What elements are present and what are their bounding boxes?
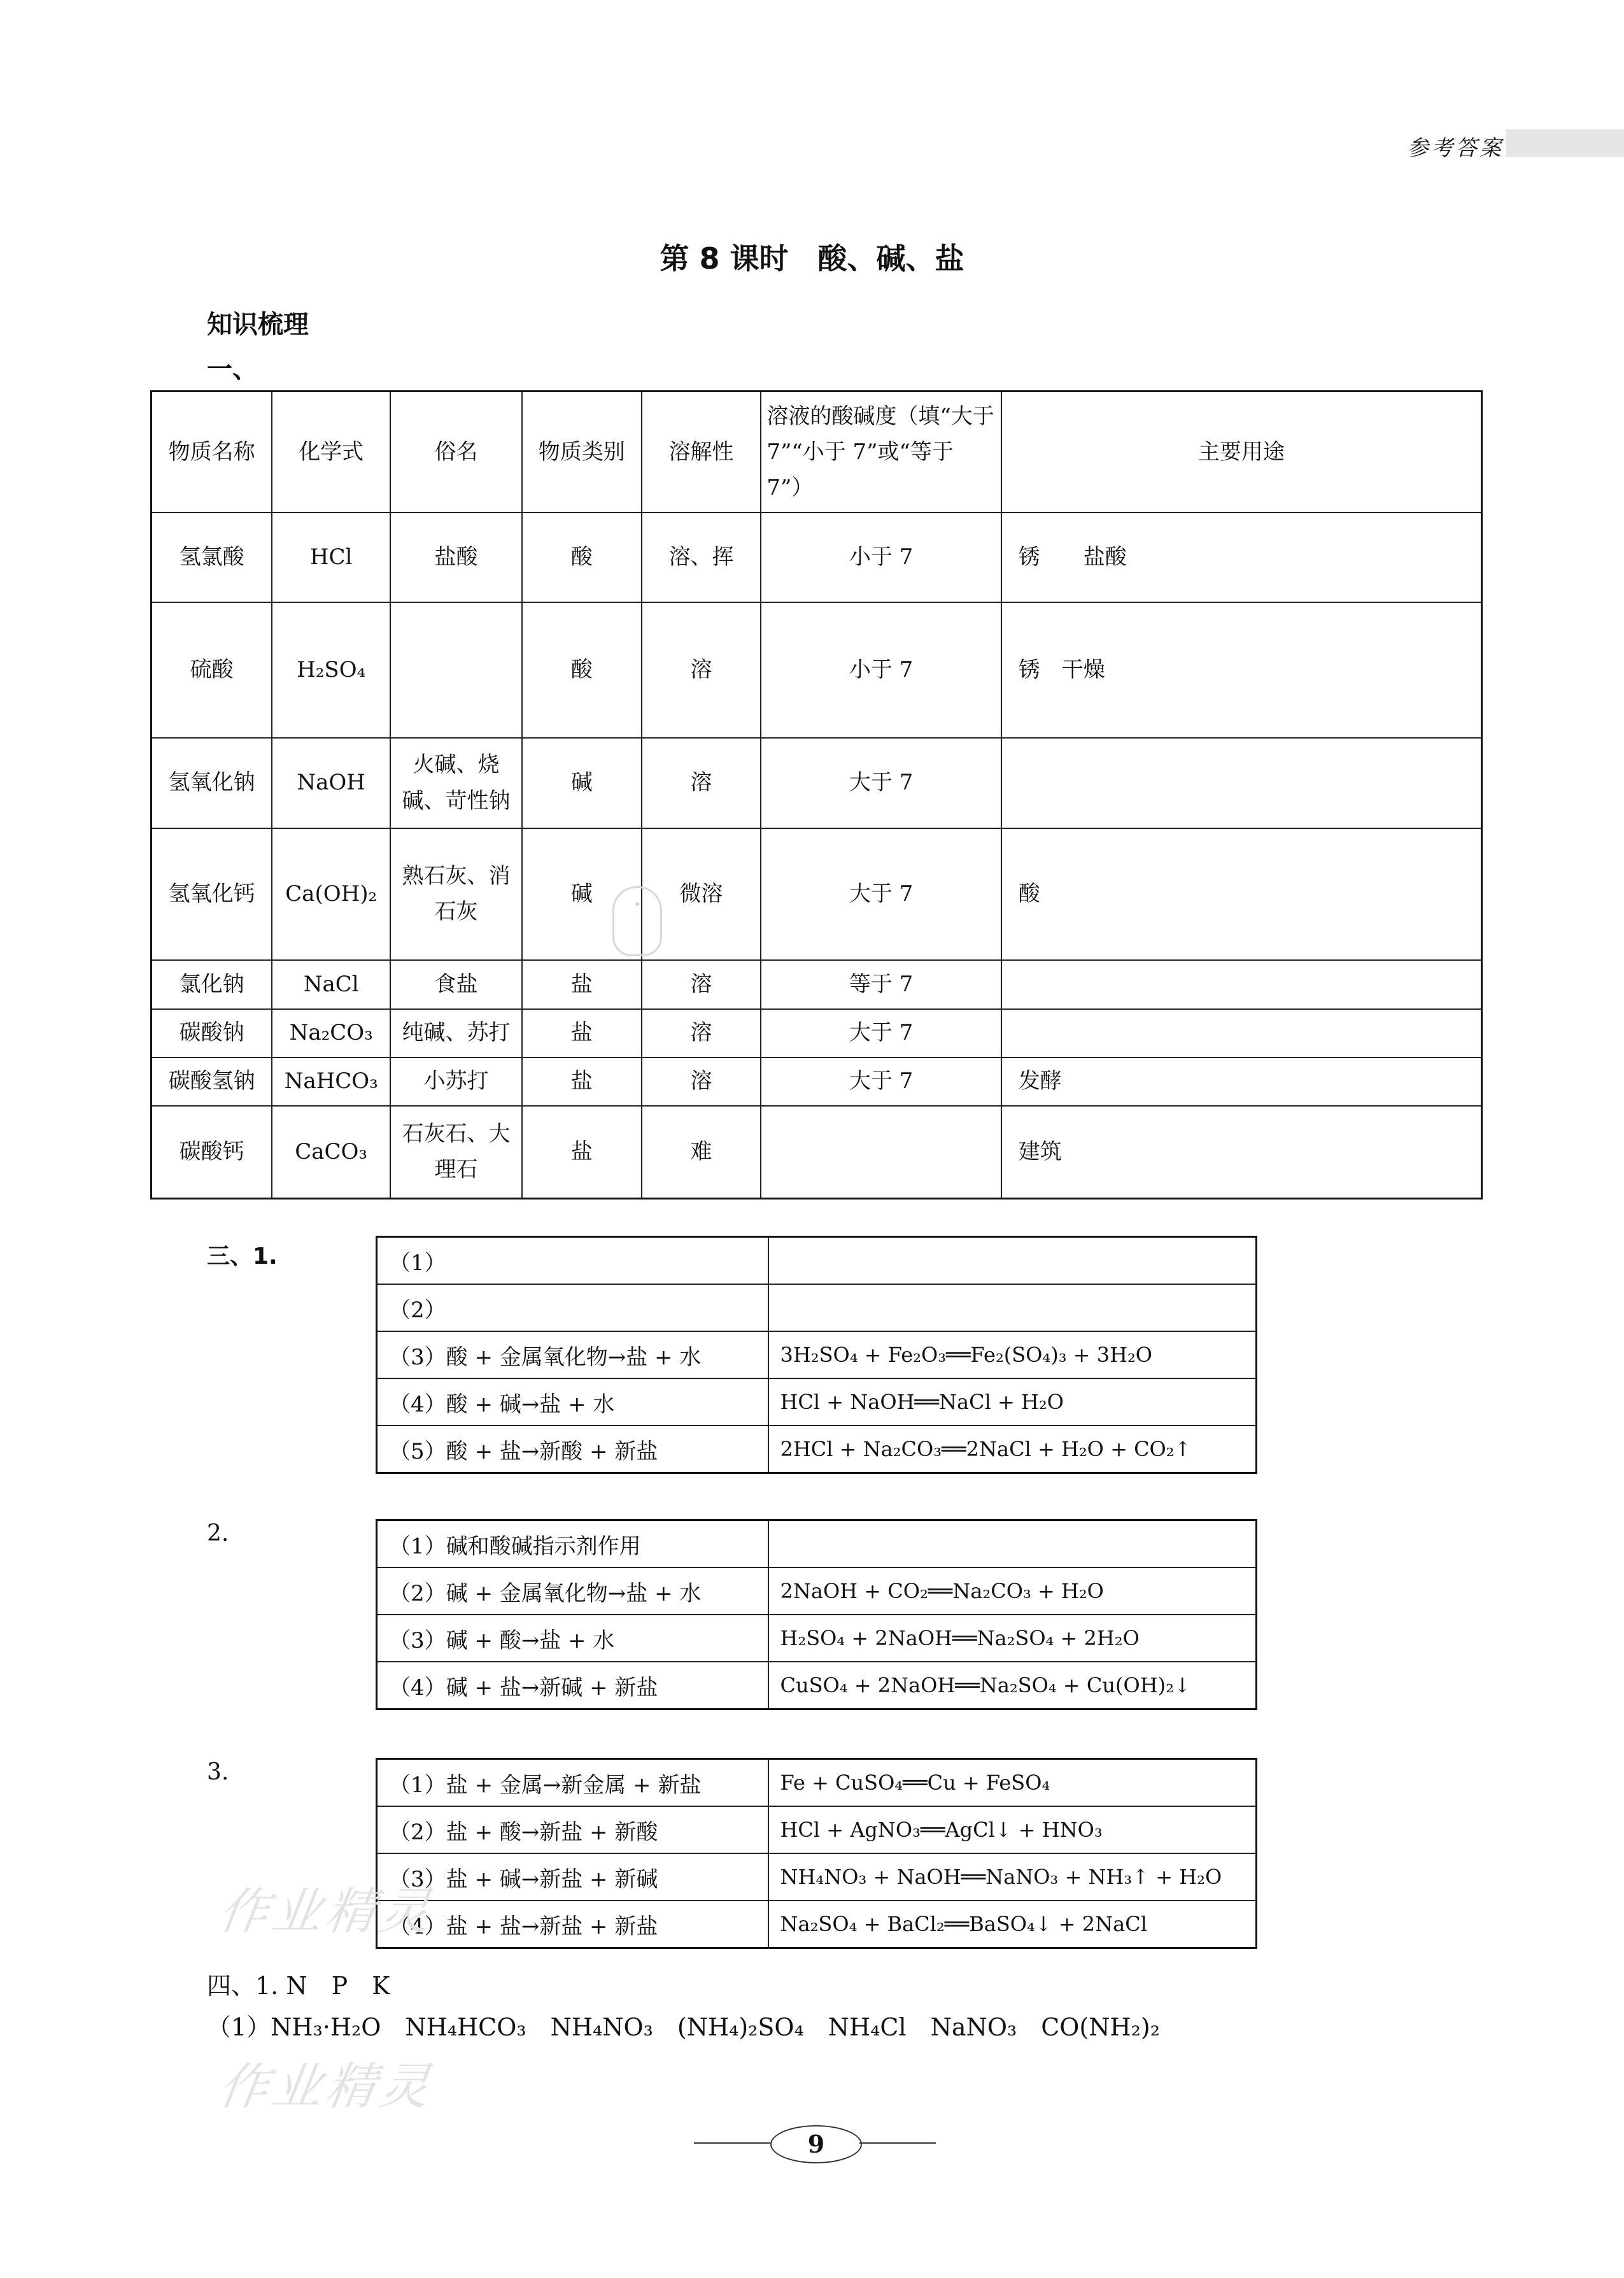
equation-cell bbox=[768, 1284, 1257, 1331]
equation-cell: HCl + NaOH══NaCl + H₂O bbox=[768, 1378, 1257, 1426]
equation-cell bbox=[768, 1520, 1257, 1568]
table-row bbox=[377, 1662, 1257, 1709]
cell-category: 碱 bbox=[522, 828, 642, 960]
reaction-table-bases bbox=[376, 1519, 1257, 1710]
stamp-watermark bbox=[612, 886, 662, 956]
cell-name: 碳酸氢钠 bbox=[152, 1058, 272, 1106]
cell-name: 氢氯酸 bbox=[152, 513, 272, 602]
cell-ph: 大于 7 bbox=[761, 1009, 1001, 1058]
cell-use bbox=[1001, 960, 1482, 1009]
reaction-cell: （1） bbox=[377, 1237, 768, 1285]
cell-name: 氯化钠 bbox=[152, 960, 272, 1009]
table-row bbox=[377, 1378, 1257, 1426]
cell-use: 锈 盐酸 bbox=[1001, 513, 1482, 602]
table-row bbox=[377, 1853, 1257, 1900]
cell-ph: 等于 7 bbox=[761, 960, 1001, 1009]
cell-use: 发酵 bbox=[1001, 1058, 1482, 1106]
cell-category: 盐 bbox=[522, 960, 642, 1009]
table-row bbox=[152, 602, 1482, 738]
cell-category: 酸 bbox=[522, 513, 642, 602]
equation-cell: NH₄NO₃ + NaOH══NaNO₃ + NH₃↑ + H₂O bbox=[768, 1853, 1257, 1900]
cell-name: 氢氧化钠 bbox=[152, 738, 272, 828]
cell-category: 盐 bbox=[522, 1009, 642, 1058]
watermark: 作业精灵 bbox=[215, 2058, 437, 2116]
cell-common-name: 小苏打 bbox=[390, 1058, 522, 1106]
cell-solubility: 溶 bbox=[642, 960, 761, 1009]
page-number-rule-left bbox=[694, 2142, 770, 2144]
header-label: 参考答案 bbox=[1407, 136, 1504, 161]
part1-label: 一、 bbox=[207, 355, 258, 384]
cell-formula: CaCO₃ bbox=[272, 1106, 390, 1199]
table-row bbox=[377, 1284, 1257, 1331]
equation-cell bbox=[768, 1237, 1257, 1285]
header-cell: 主要用途 bbox=[1001, 392, 1482, 513]
substance-table bbox=[150, 390, 1483, 1199]
table-row bbox=[152, 960, 1482, 1009]
cell-ph: 小于 7 bbox=[761, 513, 1001, 602]
table-row bbox=[152, 1058, 1482, 1106]
cell-ph bbox=[761, 1106, 1001, 1199]
equation-cell: Na₂SO₄ + BaCl₂══BaSO₄↓ + 2NaCl bbox=[768, 1900, 1257, 1948]
cell-solubility: 溶 bbox=[642, 602, 761, 738]
cell-use bbox=[1001, 1009, 1482, 1058]
reaction-cell: （5）酸 + 盐→新酸 + 新盐 bbox=[377, 1426, 768, 1473]
page-title: 第 8 课时 酸、碱、盐 bbox=[660, 241, 964, 276]
cell-category: 盐 bbox=[522, 1058, 642, 1106]
reaction-table-acids bbox=[376, 1236, 1257, 1474]
reaction-cell: （3）盐 + 碱→新盐 + 新碱 bbox=[377, 1853, 768, 1900]
cell-formula: Ca(OH)₂ bbox=[272, 828, 390, 960]
table-row bbox=[377, 1520, 1257, 1568]
watermark: 作业精灵 bbox=[215, 1883, 437, 1941]
table-row bbox=[377, 1426, 1257, 1473]
reaction-cell: （3）酸 + 金属氧化物→盐 + 水 bbox=[377, 1331, 768, 1378]
equation-cell: H₂SO₄ + 2NaOH══Na₂SO₄ + 2H₂O bbox=[768, 1615, 1257, 1662]
table-row bbox=[377, 1567, 1257, 1615]
reaction-cell: （4）盐 + 盐→新盐 + 新盐 bbox=[377, 1900, 768, 1948]
cell-name: 硫酸 bbox=[152, 602, 272, 738]
cell-ph: 大于 7 bbox=[761, 1058, 1001, 1106]
table-header-row bbox=[152, 392, 1482, 513]
cell-formula: H₂SO₄ bbox=[272, 602, 390, 738]
cell-solubility: 溶 bbox=[642, 738, 761, 828]
cell-common-name: 纯碱、苏打 bbox=[390, 1009, 522, 1058]
reaction-cell: （2） bbox=[377, 1284, 768, 1331]
page-number: 9 bbox=[770, 2125, 862, 2163]
cell-use: 酸 bbox=[1001, 828, 1482, 960]
header-cell: 溶液的酸碱度（填“大于 7”“小于 7”或“等于 7”） bbox=[761, 392, 1001, 513]
reaction-cell: （4）酸 + 碱→盐 + 水 bbox=[377, 1378, 768, 1426]
cell-solubility: 难 bbox=[642, 1106, 761, 1199]
reaction-cell: （3）碱 + 酸→盐 + 水 bbox=[377, 1615, 768, 1662]
cell-common-name: 熟石灰、消石灰 bbox=[390, 828, 522, 960]
stamp-mark: ✦ bbox=[633, 900, 641, 910]
cell-common-name bbox=[390, 602, 522, 738]
table-row bbox=[377, 1331, 1257, 1378]
equation-cell: 2NaOH + CO₂══Na₂CO₃ + H₂O bbox=[768, 1567, 1257, 1615]
table-row bbox=[377, 1806, 1257, 1853]
header-cell: 溶解性 bbox=[642, 392, 761, 513]
reaction-cell: （1）盐 + 金属→新金属 + 新盐 bbox=[377, 1759, 768, 1807]
reaction-cell: （4）碱 + 盐→新碱 + 新盐 bbox=[377, 1662, 768, 1709]
question-1-label: 三、1. bbox=[207, 1243, 278, 1270]
header-cell: 物质名称 bbox=[152, 392, 272, 513]
cell-category: 酸 bbox=[522, 602, 642, 738]
question-2-label: 2. bbox=[207, 1520, 229, 1546]
cell-solubility: 微溶 bbox=[642, 828, 761, 960]
cell-ph: 大于 7 bbox=[761, 828, 1001, 960]
header-cell: 物质类别 bbox=[522, 392, 642, 513]
table-row bbox=[377, 1900, 1257, 1948]
equation-cell: 2HCl + Na₂CO₃══2NaCl + H₂O + CO₂↑ bbox=[768, 1426, 1257, 1473]
section-label: 知识梳理 bbox=[207, 310, 309, 339]
cell-name: 氢氧化钙 bbox=[152, 828, 272, 960]
header-band bbox=[1506, 129, 1624, 157]
reaction-cell: （1）碱和酸碱指示剂作用 bbox=[377, 1520, 768, 1568]
table-row bbox=[152, 828, 1482, 960]
cell-category: 碱 bbox=[522, 738, 642, 828]
cell-solubility: 溶 bbox=[642, 1009, 761, 1058]
cell-common-name: 盐酸 bbox=[390, 513, 522, 602]
header-cell: 俗名 bbox=[390, 392, 522, 513]
cell-use bbox=[1001, 738, 1482, 828]
cell-ph: 大于 7 bbox=[761, 738, 1001, 828]
cell-use: 锈 干燥 bbox=[1001, 602, 1482, 738]
table-row bbox=[152, 1009, 1482, 1058]
cell-use: 建筑 bbox=[1001, 1106, 1482, 1199]
table-row bbox=[377, 1759, 1257, 1807]
equation-cell: CuSO₄ + 2NaOH══Na₂SO₄ + Cu(OH)₂↓ bbox=[768, 1662, 1257, 1709]
cell-formula: NaOH bbox=[272, 738, 390, 828]
cell-ph: 小于 7 bbox=[761, 602, 1001, 738]
cell-formula: NaHCO₃ bbox=[272, 1058, 390, 1106]
header-cell: 化学式 bbox=[272, 392, 390, 513]
reaction-cell: （2）盐 + 酸→新盐 + 新酸 bbox=[377, 1806, 768, 1853]
cell-solubility: 溶、挥 bbox=[642, 513, 761, 602]
table-row bbox=[377, 1237, 1257, 1285]
table-row bbox=[152, 1106, 1482, 1199]
cell-formula: NaCl bbox=[272, 960, 390, 1009]
section4-line2: （1）NH₃·H₂O NH₄HCO₃ NH₄NO₃ (NH₄)₂SO₄ NH₄Cl NaNO₃ CO(NH₂)₂ bbox=[207, 2013, 1160, 2041]
cell-name: 碳酸钠 bbox=[152, 1009, 272, 1058]
cell-common-name: 石灰石、大理石 bbox=[390, 1106, 522, 1199]
question-3-label: 3. bbox=[207, 1759, 229, 1785]
equation-cell: HCl + AgNO₃══AgCl↓ + HNO₃ bbox=[768, 1806, 1257, 1853]
cell-common-name: 食盐 bbox=[390, 960, 522, 1009]
reaction-cell: （2）碱 + 金属氧化物→盐 + 水 bbox=[377, 1567, 768, 1615]
cell-solubility: 溶 bbox=[642, 1058, 761, 1106]
section4-line1: 四、1. N P K bbox=[207, 1972, 390, 2000]
cell-name: 碳酸钙 bbox=[152, 1106, 272, 1199]
table-row bbox=[377, 1615, 1257, 1662]
cell-category: 盐 bbox=[522, 1106, 642, 1199]
cell-formula: HCl bbox=[272, 513, 390, 602]
reaction-table-salts bbox=[376, 1758, 1257, 1949]
equation-cell: 3H₂SO₄ + Fe₂O₃══Fe₂(SO₄)₃ + 3H₂O bbox=[768, 1331, 1257, 1378]
cell-formula: Na₂CO₃ bbox=[272, 1009, 390, 1058]
cell-common-name: 火碱、烧碱、苛性钠 bbox=[390, 738, 522, 828]
table-row bbox=[152, 738, 1482, 828]
table-row bbox=[152, 513, 1482, 602]
page-number-rule-right bbox=[859, 2142, 936, 2144]
equation-cell: Fe + CuSO₄══Cu + FeSO₄ bbox=[768, 1759, 1257, 1807]
